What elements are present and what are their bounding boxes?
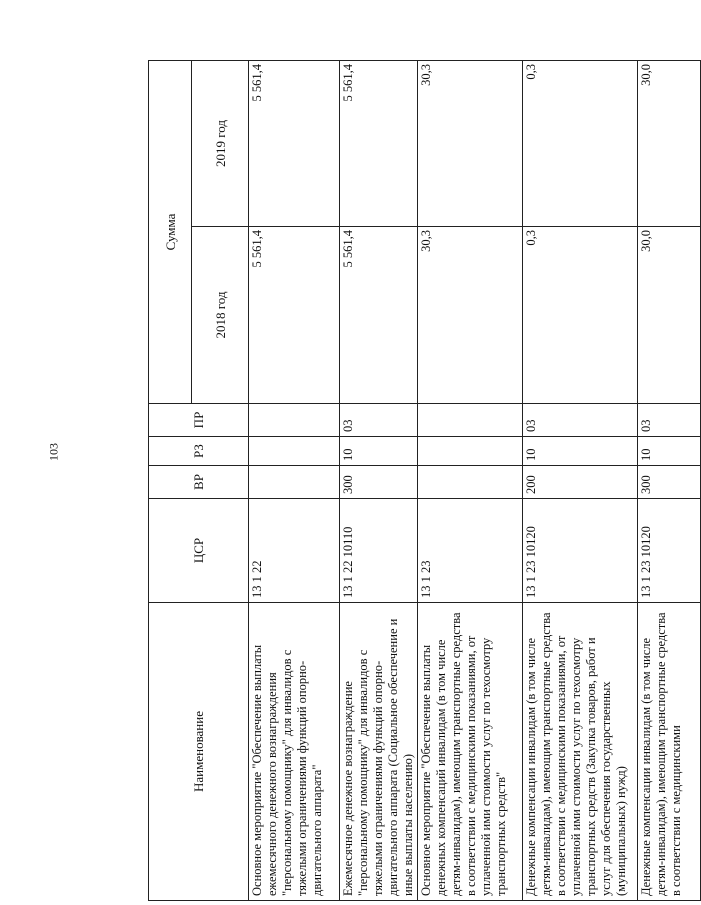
cell-sum-2019: 0,3 — [523, 61, 638, 227]
header-sum: Сумма — [149, 61, 192, 404]
cell-sum-2018: 30,3 — [418, 227, 523, 404]
cell-pr: 03 — [638, 404, 701, 437]
cell-pr: 03 — [340, 404, 418, 437]
cell-sum-2019: 5 561,4 — [249, 61, 340, 227]
header-row — [149, 61, 192, 901]
cell-name: Денежные компенсации инвалидам (в том числе детям-инвалидам), имеющим транспортные средства в соответствии с медицинскими — [638, 603, 701, 901]
cell-rz: 10 — [638, 437, 701, 466]
cell-sum-2018: 30,0 — [638, 227, 701, 404]
cell-vr: 300 — [638, 466, 701, 499]
cell-pr — [249, 404, 340, 437]
page-number: 103 — [46, 443, 61, 461]
cell-sum-2019: 30,3 — [418, 61, 523, 227]
cell-csr: 13 1 22 — [249, 499, 340, 603]
header-name: Наименование — [149, 603, 249, 901]
header-rz: РЗ — [149, 437, 249, 466]
cell-vr — [418, 466, 523, 499]
header-pr: ПР — [149, 404, 249, 437]
budget-table — [148, 60, 701, 901]
table-row — [249, 61, 340, 901]
budget-table-rotated — [148, 61, 683, 901]
table-row — [418, 61, 523, 901]
cell-csr: 13 1 23 — [418, 499, 523, 603]
cell-name: Ежемесячное денежное вознаграждение "персональному помощнику" для инвалидов с тяжелыми ограничениями функций опорно-двигательного аппарата (Социальное обеспечение и иные выплаты населению) — [340, 603, 418, 901]
table-row — [523, 61, 638, 901]
cell-pr: 03 — [523, 404, 638, 437]
budget-table-frame — [148, 61, 683, 901]
cell-sum-2018: 5 561,4 — [249, 227, 340, 404]
cell-pr — [418, 404, 523, 437]
cell-vr: 300 — [340, 466, 418, 499]
table-row — [638, 61, 701, 901]
cell-rz: 10 — [340, 437, 418, 466]
header-2018: 2018 год — [192, 227, 249, 404]
cell-rz — [249, 437, 340, 466]
cell-sum-2018: 0,3 — [523, 227, 638, 404]
cell-name: Основное мероприятие "Обеспечение выплаты денежных компенсаций инвалидам (в том числе детям-инвалидам), имеющим транспортные средства в соответствии с медицинскими показаниями, от уплаченной ими стоимости услуг по техосмотру транспортных средств" — [418, 603, 523, 901]
cell-rz: 10 — [523, 437, 638, 466]
cell-name: Основное мероприятие "Обеспечение выплаты ежемесячного денежного вознаграждения "персональному помощнику" для инвалидов с тяжелыми ограничениями функций опорно-двигательного аппарата" — [249, 603, 340, 901]
cell-rz — [418, 437, 523, 466]
cell-csr: 13 1 23 10120 — [638, 499, 701, 603]
cell-sum-2019: 30,0 — [638, 61, 701, 227]
cell-sum-2018: 5 561,4 — [340, 227, 418, 404]
cell-csr: 13 1 23 10120 — [523, 499, 638, 603]
header-vr: ВР — [149, 466, 249, 499]
header-2019: 2019 год — [192, 61, 249, 227]
cell-name: Денежные компенсации инвалидам (в том числе детям-инвалидам), имеющим транспортные средства в соответствии с медицинскими показаниями, от уплаченной ими стоимости услуг по техосмотру транспортных средств (Закупка товаров, работ и услуг для обеспечения государственных (муниципальных) нужд) — [523, 603, 638, 901]
cell-vr — [249, 466, 340, 499]
cell-sum-2019: 5 561,4 — [340, 61, 418, 227]
cell-csr: 13 1 22 10110 — [340, 499, 418, 603]
table-row — [340, 61, 418, 901]
cell-vr: 200 — [523, 466, 638, 499]
header-csr: ЦСР — [149, 499, 249, 603]
